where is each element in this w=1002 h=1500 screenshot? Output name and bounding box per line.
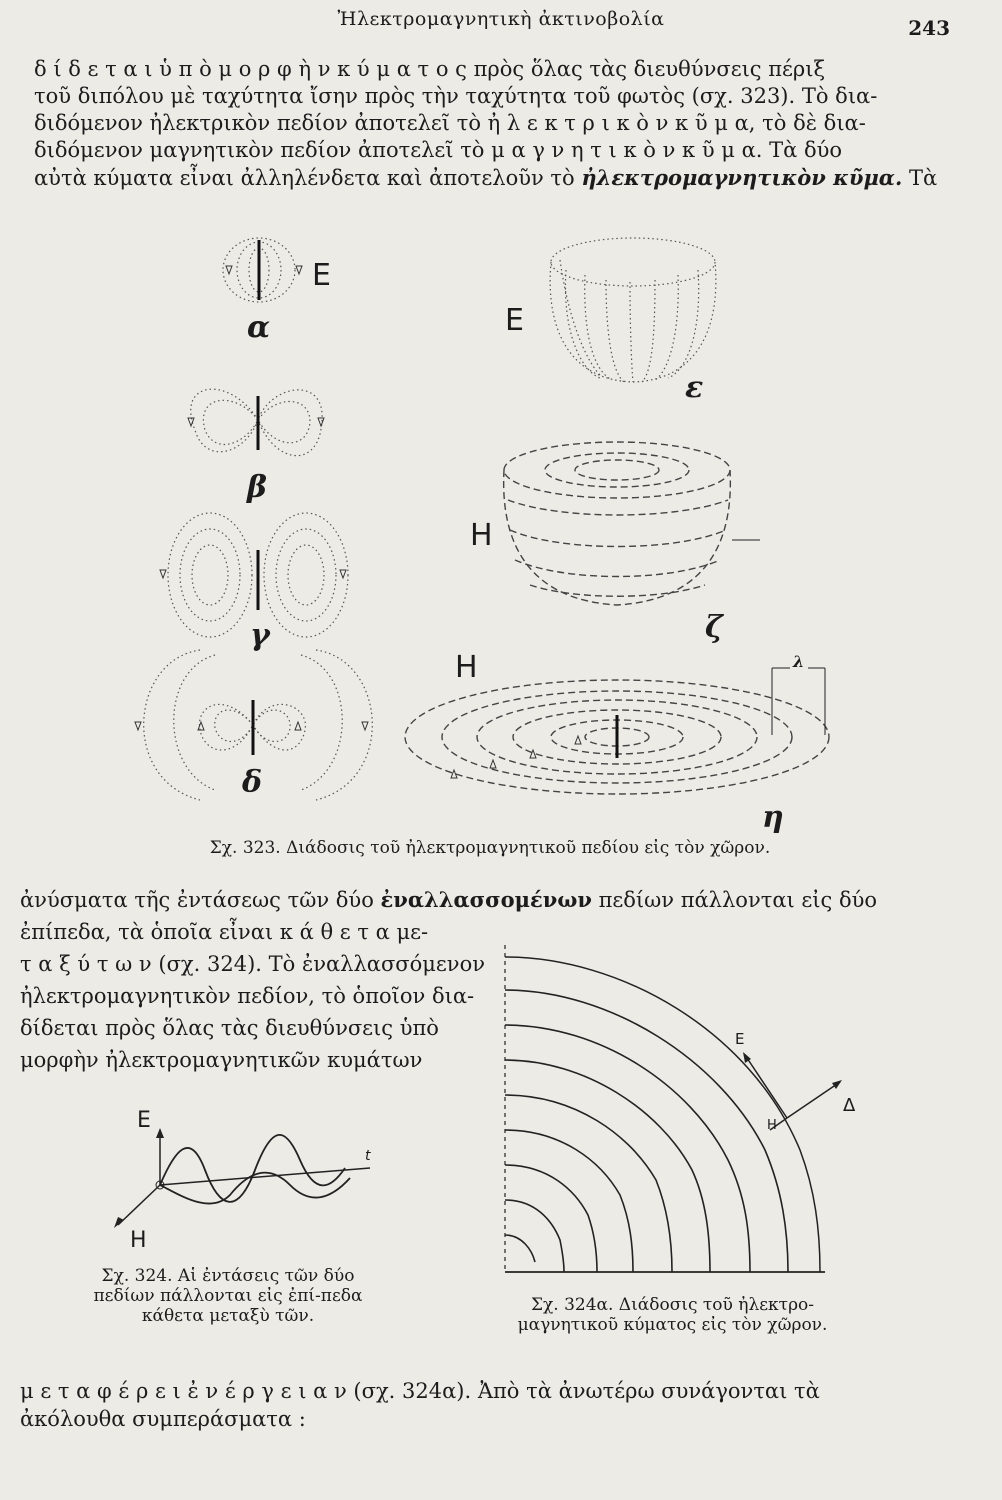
paragraph-2-line-5: δίδεται πρὸς ὅλας τὰς διευθύνσεις ὑπὸ: [20, 1016, 439, 1040]
figure-324a-caption: Σχ. 324α. Διάδοσις τοῦ ἠλεκτρο-μαγνητικοῦ κύματος εἰς τὸν χῶρον.: [517, 1295, 828, 1335]
paragraph-3-line-2: ἀκόλουθα συμπεράσματα :: [20, 1407, 306, 1431]
label-E-324a: E: [735, 1030, 745, 1048]
label-H-eta: H: [455, 650, 478, 685]
label-delta: δ: [242, 765, 263, 800]
paragraph-1-line-2: τοῦ διπόλου μὲ ταχύτητα ἴσην πρὸς τὴν ταχύτητα τοῦ φωτὸς (σχ. 323). Τὸ δια-: [34, 84, 878, 108]
label-E-alpha: E: [312, 258, 331, 293]
label-E-324: E: [137, 1108, 151, 1133]
spaced-text: μ ε τ α φ έ ρ ε ι ἐ ν έ ρ γ ε ι α ν: [20, 1379, 347, 1403]
text: (σχ. 324α). Ἀπὸ τὰ ἀνωτέρω συνάγονται τὰ: [353, 1379, 820, 1403]
figure-324-caption: Σχ. 324. Αἱ ἐντάσεις τῶν δύο πεδίων πάλλονται εἰς ἐπί-πεδα κάθετα μεταξὺ τῶν.: [93, 1266, 363, 1326]
spaced-text: ἠ λ ε κ τ ρ ι κ ὸ ν κ ῦ μ α,: [487, 111, 756, 135]
text: ἐπίπεδα, τὰ ὁποῖα εἶναι: [20, 920, 274, 944]
spaced-text: δ ί δ ε τ α ι ὑ π ὸ μ ο ρ φ ὴ ν κ ύ μ α τ ο ς: [34, 57, 467, 81]
label-H-324a: H: [767, 1118, 777, 1133]
label-H-zeta: H: [470, 518, 493, 553]
text: αὐτὰ κύματα εἶναι ἀλληλένδετα καὶ ἀποτελοῦν τὸ: [34, 166, 575, 190]
label-beta: β: [247, 470, 267, 505]
label-gamma: γ: [250, 618, 270, 653]
label-t-324: t: [365, 1148, 371, 1164]
text: πρὸς ὅλας τὰς διευθύνσεις πέριξ: [473, 57, 826, 81]
bold-term: ἠλεκτρομαγνητικὸν κῦμα.: [581, 165, 903, 190]
page-number: 243: [908, 16, 950, 40]
label-zeta: ζ: [705, 610, 723, 645]
text: (σχ. 324). Τὸ ἐναλλασσόμενον: [158, 952, 485, 976]
paragraph-2-line-6: μορφὴν ἠλεκτρομαγνητικῶν κυμάτων: [20, 1048, 423, 1072]
bold-term: ἐναλλασσομένων: [380, 887, 592, 912]
spaced-text: τ α ξ ύ τ ω ν: [20, 952, 152, 976]
text: Τὰ: [908, 166, 938, 190]
label-eta: η: [762, 800, 784, 835]
figure-323-caption: Σχ. 323. Διάδοσις τοῦ ἠλεκτρομαγνητικοῦ πεδίου εἰς τὸν χῶρον.: [209, 838, 771, 858]
label-D-324a: Δ: [843, 1095, 856, 1116]
label-alpha: α: [247, 310, 271, 345]
text: διδόμενον μαγνητικὸν πεδίον ἀποτελεῖ τὸ: [34, 138, 485, 162]
paragraph-3: [20, 1377, 960, 1433]
label-lambda: λ: [793, 652, 805, 671]
text: Τὰ δύο: [769, 138, 843, 162]
text: πεδίων πάλλονται εἰς δύο: [598, 888, 878, 912]
spaced-text: κ ά θ ε τ α: [279, 920, 390, 944]
text: τὸ δὲ δια-: [762, 111, 866, 135]
label-H-324: H: [130, 1228, 147, 1253]
text: ἀνύσματα τῆς ἐντάσεως τῶν δύο: [20, 888, 374, 912]
paragraph-3-line-1: [20, 1377, 960, 1405]
spaced-text: μ α γ ν η τ ι κ ὸ ν κ ῦ μ α.: [491, 138, 763, 162]
label-epsilon: ε: [685, 370, 704, 405]
paragraph-2-line-4: ἠλεκτρομαγνητικὸν πεδίον, τὸ ὁποῖον δια-: [20, 984, 475, 1008]
text: διδόμενον ἠλεκτρικὸν πεδίον ἀποτελεῖ τὸ: [34, 111, 481, 135]
label-E-epsilon: E: [505, 303, 524, 338]
text: με-: [396, 920, 429, 944]
running-head: Ἠλεκτρομαγνητικὴ ἀκτινοβολία: [337, 8, 665, 30]
